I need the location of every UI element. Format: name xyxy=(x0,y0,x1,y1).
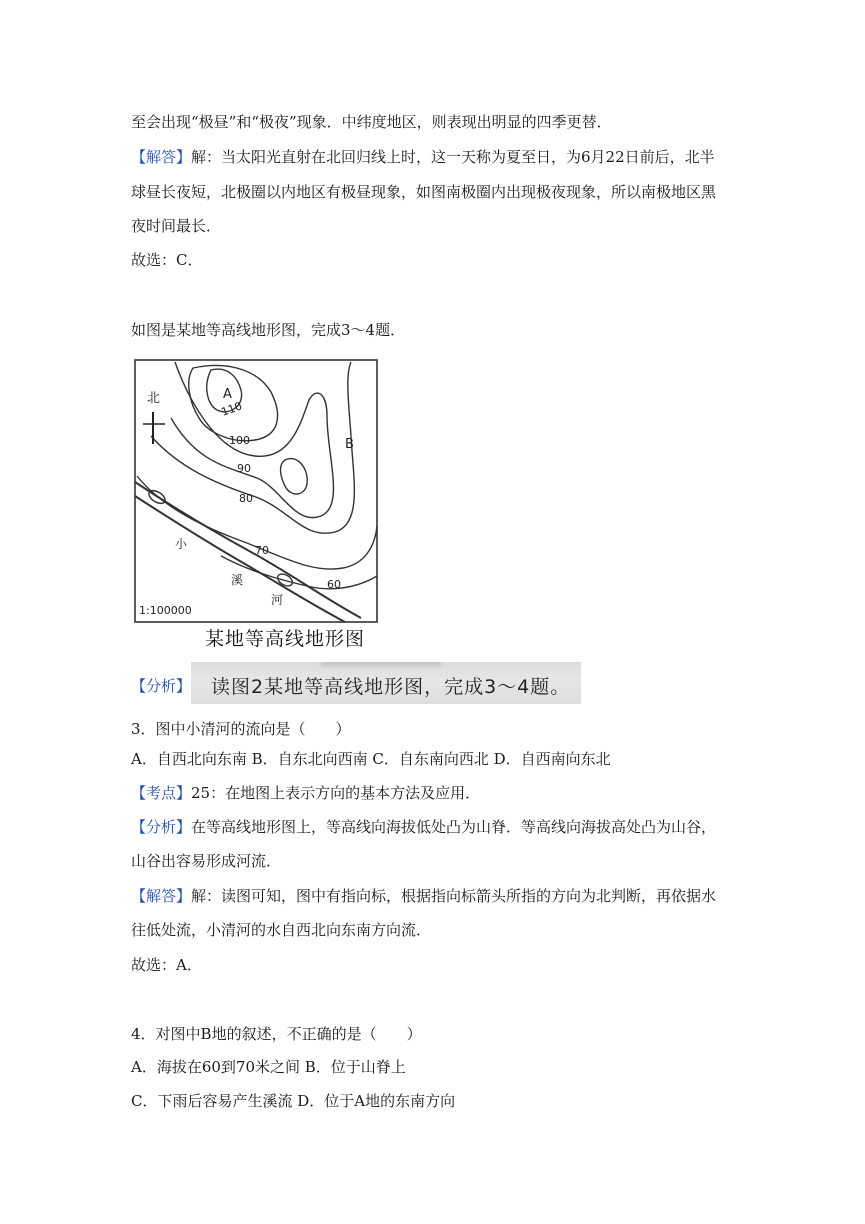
contour-hill xyxy=(281,459,308,494)
scan-artifact xyxy=(321,662,441,666)
text-line: 球昼长夜短，北极圈以内地区有极昼现象，如图南极圈内出现极夜现象，所以南极地区黑 xyxy=(131,183,717,201)
choice-line: 故选：C． xyxy=(131,251,203,269)
analysis-tag-line xyxy=(131,676,191,696)
point-a-label: A xyxy=(223,387,232,402)
contour-label-70: 70 xyxy=(255,544,269,557)
text-line: 往低处流，小清河的水自西北向东南方向流． xyxy=(131,921,432,939)
analysis-text: 在等高线地形图上，等高线向海拔低处凸为山脊．等高线向海拔高处凸为山谷， xyxy=(191,818,717,836)
contour-60 xyxy=(221,556,377,589)
choice-line: 故选：A． xyxy=(131,956,202,974)
answer-text: 解：读图可知，图中有指向标，根据指向标箭头所指的方向为北判断，再依据水 xyxy=(191,887,717,905)
contour-label-80: 80 xyxy=(239,492,253,505)
scanned-image-strip xyxy=(191,662,581,704)
point-text: 25：在地图上表示方向的基本方法及应用． xyxy=(191,784,481,802)
contour-label-100: 100 xyxy=(229,434,250,447)
river-label: 小 xyxy=(175,537,188,551)
point-paragraph xyxy=(131,783,480,803)
question-4-stem: 4．对图中B地的叙述，不正确的是（ ） xyxy=(131,1025,422,1043)
text-line: 山谷出容易形成河流． xyxy=(131,852,282,870)
answer-paragraph xyxy=(131,147,715,167)
contour-label-60: 60 xyxy=(327,578,341,591)
question-3-stem: 3．图中小清河的流向是（ ） xyxy=(131,720,351,738)
answer-text: 解：当太阳光直射在北回归线上时，这一天称为夏至日，为6月22日前后，北半 xyxy=(191,148,715,166)
contour-map-svg xyxy=(131,356,393,626)
question-4-options: A．海拔在60到70米之间 B．位于山脊上 xyxy=(131,1058,406,1076)
contour-map xyxy=(131,356,393,656)
contour-label-110: 110 xyxy=(219,399,244,419)
question-4-options: C．下雨后容易产生溪流 D．位于A地的东南方向 xyxy=(131,1092,456,1110)
text-line: 夜时间最长． xyxy=(131,217,222,235)
text-line: 至会出现“极昼”和“极夜”现象．中纬度地区，则表现出明显的四季更替． xyxy=(131,113,612,131)
figure-caption: 某地等高线地形图 xyxy=(205,628,366,650)
point-tag: 【考点】 xyxy=(131,784,192,802)
analysis-paragraph xyxy=(131,817,716,837)
answer-tag: 【解答】 xyxy=(131,887,192,905)
river-label: 溪 xyxy=(231,573,244,587)
point-b-label: B xyxy=(345,437,354,452)
intro-line: 如图是某地等高线地形图，完成3～4题． xyxy=(131,321,406,339)
answer-tag: 【解答】 xyxy=(131,148,192,166)
north-label: 北 xyxy=(147,391,161,406)
map-scale: 1:100000 xyxy=(139,604,192,617)
scan-text: 读图2某地等高线地形图，完成3～4题。 xyxy=(211,676,571,698)
analysis-tag: 【分析】 xyxy=(131,818,192,836)
contour-80 xyxy=(151,362,354,533)
contour-label-90: 90 xyxy=(237,462,251,475)
question-3-options: A．自西北向东南 B．自东北向西南 C．自东南向西北 D．自西南向东北 xyxy=(131,750,611,768)
river-label: 河 xyxy=(271,593,284,607)
answer-paragraph xyxy=(131,886,716,906)
analysis-tag: 【分析】 xyxy=(131,677,192,695)
